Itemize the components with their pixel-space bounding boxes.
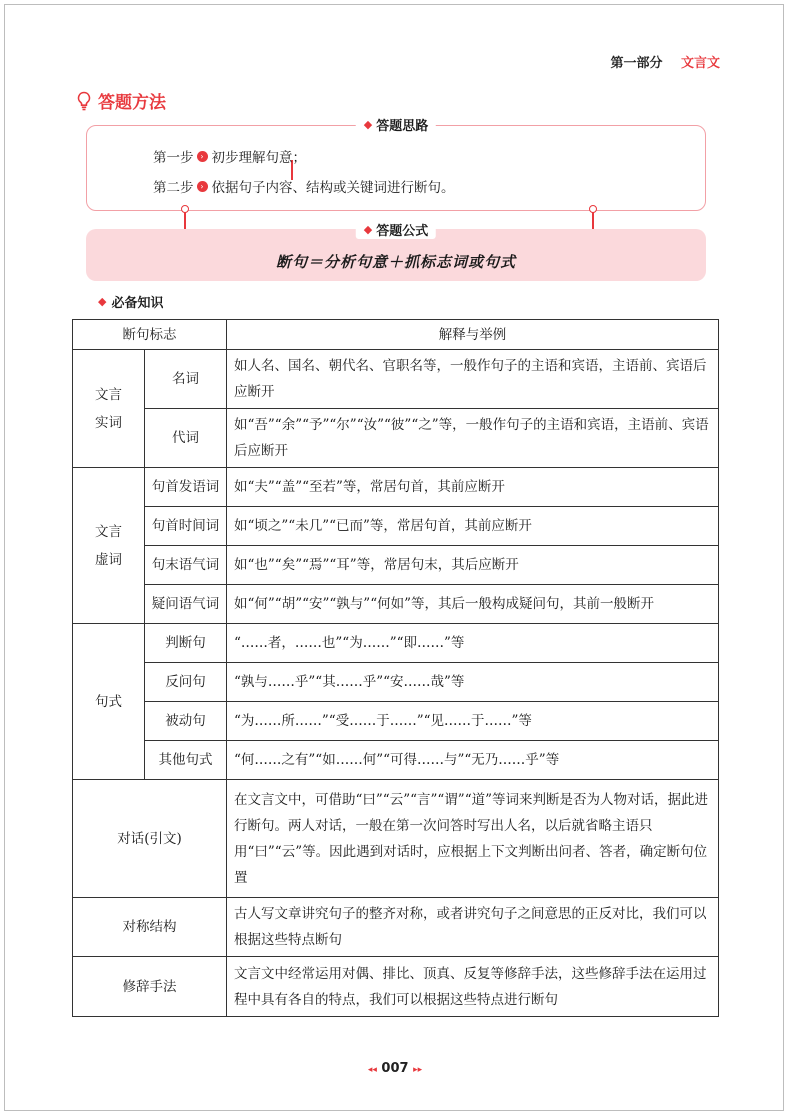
header-part: 第一部分 bbox=[610, 56, 663, 71]
formula-box bbox=[86, 223, 706, 281]
table-row bbox=[73, 624, 719, 663]
knowledge-heading bbox=[98, 292, 163, 311]
table-row bbox=[73, 468, 719, 507]
desc-cell: 如“顷之”“未几”“已而”等，常居句首，其前应断开 bbox=[227, 507, 719, 546]
step-2 bbox=[153, 176, 455, 196]
approach-box bbox=[86, 118, 706, 211]
sub-cell: 名词 bbox=[145, 350, 227, 409]
method-heading bbox=[76, 88, 166, 113]
table-row bbox=[73, 898, 719, 957]
table-header: 断句标志 bbox=[73, 320, 227, 350]
sub-cell: 其他句式 bbox=[145, 741, 227, 780]
method-title: 答题方法 bbox=[98, 93, 166, 113]
single-name-cell: 对话(引文) bbox=[73, 780, 227, 898]
step-2-text: 依据句子内容、结构或关键词进行断句。 bbox=[211, 180, 455, 196]
desc-cell: 如人名、国名、朝代名、官职名等，一般作句子的主语和宾语，主语前、宾语后应断开 bbox=[227, 350, 719, 409]
link-dot-right bbox=[589, 205, 597, 213]
desc-cell: “孰与……乎”“其……乎”“安……哉”等 bbox=[227, 663, 719, 702]
arrow-icon: › bbox=[197, 151, 208, 162]
diamond-icon: ◆ bbox=[98, 295, 107, 308]
sub-cell: 被动句 bbox=[145, 702, 227, 741]
table-header: 解释与举例 bbox=[227, 320, 719, 350]
table-row bbox=[73, 780, 719, 898]
page-footer bbox=[0, 1061, 790, 1076]
prev-arrows-icon: ◂◂ bbox=[367, 1065, 377, 1075]
sub-cell: 代词 bbox=[145, 409, 227, 468]
desc-cell: 如“何”“胡”“安”“孰与”“何如”等，其后一般构成疑问句，其前一般断开 bbox=[227, 585, 719, 624]
table-row bbox=[73, 663, 719, 702]
step-1-num: 第一步 bbox=[153, 150, 194, 166]
diamond-icon: ◆ bbox=[363, 118, 373, 131]
table-row bbox=[73, 546, 719, 585]
sub-cell: 句末语气词 bbox=[145, 546, 227, 585]
table-row bbox=[73, 350, 719, 409]
desc-cell: 如“吾”“余”“予”“尔”“汝”“彼”“之”等，一般作句子的主语和宾语，主语前、宾语后应断开 bbox=[227, 409, 719, 468]
desc-cell: 如“也”“矣”“焉”“耳”等，常居句末，其后应断开 bbox=[227, 546, 719, 585]
sub-cell: 判断句 bbox=[145, 624, 227, 663]
header-section: 文言文 bbox=[680, 56, 720, 71]
desc-cell: 文言文中经常运用对偶、排比、顶真、反复等修辞手法，这些修辞手法在运用过程中具有各自的特点，我们可以根据这些特点进行断句 bbox=[227, 957, 719, 1017]
table-row bbox=[73, 409, 719, 468]
desc-cell: 在文言文中，可借助“曰”“云”“言”“谓”“道”等词来判断是否为人物对话，据此进行断句。两人对话，一般在第一次问答时写出人名，以后就省略主语只用“曰”“云”等。因此遇到对话时，应根据上下文判断出问者、答者，确定断句位置 bbox=[227, 780, 719, 898]
formula-label bbox=[356, 220, 436, 239]
sub-cell: 句首时间词 bbox=[145, 507, 227, 546]
knowledge-title: 必备知识 bbox=[111, 296, 164, 311]
desc-cell: “……者，……也”“为……”“即……”等 bbox=[227, 624, 719, 663]
formula-label-text: 答题公式 bbox=[376, 224, 429, 239]
running-header bbox=[610, 52, 720, 71]
sub-cell: 句首发语词 bbox=[145, 468, 227, 507]
group-cell bbox=[73, 350, 145, 468]
table-row bbox=[73, 702, 719, 741]
formula-text: 断句＝分析句意＋抓标志词或句式 bbox=[275, 253, 516, 271]
group-cell bbox=[73, 468, 145, 624]
arrow-icon: › bbox=[197, 181, 208, 192]
approach-label bbox=[356, 115, 436, 134]
sub-cell: 反问句 bbox=[145, 663, 227, 702]
table-row bbox=[73, 585, 719, 624]
next-arrows-icon: ▸▸ bbox=[413, 1065, 423, 1075]
table-header-row bbox=[73, 320, 719, 350]
table-row bbox=[73, 507, 719, 546]
sub-cell: 疑问语气词 bbox=[145, 585, 227, 624]
group-name: 文言实词 bbox=[95, 386, 122, 431]
single-name-cell: 对称结构 bbox=[73, 898, 227, 957]
approach-label-text: 答题思路 bbox=[376, 119, 429, 134]
step-2-num: 第二步 bbox=[153, 180, 194, 196]
desc-cell: 古人写文章讲究句子的整齐对称，或者讲究句子之间意思的正反对比，我们可以根据这些特点断句 bbox=[227, 898, 719, 957]
desc-cell: 如“夫”“盖”“至若”等，常居句首，其前应断开 bbox=[227, 468, 719, 507]
group-cell: 句式 bbox=[73, 624, 145, 780]
group-name: 文言虚词 bbox=[95, 523, 122, 568]
table-row bbox=[73, 957, 719, 1017]
link-dot-left bbox=[181, 205, 189, 213]
lightbulb-icon bbox=[76, 91, 92, 111]
knowledge-table bbox=[72, 319, 719, 1017]
single-name-cell: 修辞手法 bbox=[73, 957, 227, 1017]
diamond-icon: ◆ bbox=[363, 223, 373, 236]
desc-cell: “何……之有”“如……何”“可得……与”“无乃……乎”等 bbox=[227, 741, 719, 780]
step-1-text: 初步理解句意； bbox=[211, 150, 306, 166]
desc-cell: “为……所……”“受……于……”“见……于……”等 bbox=[227, 702, 719, 741]
table-row bbox=[73, 741, 719, 780]
step-1 bbox=[153, 146, 306, 166]
page-number: 007 bbox=[381, 1061, 409, 1076]
